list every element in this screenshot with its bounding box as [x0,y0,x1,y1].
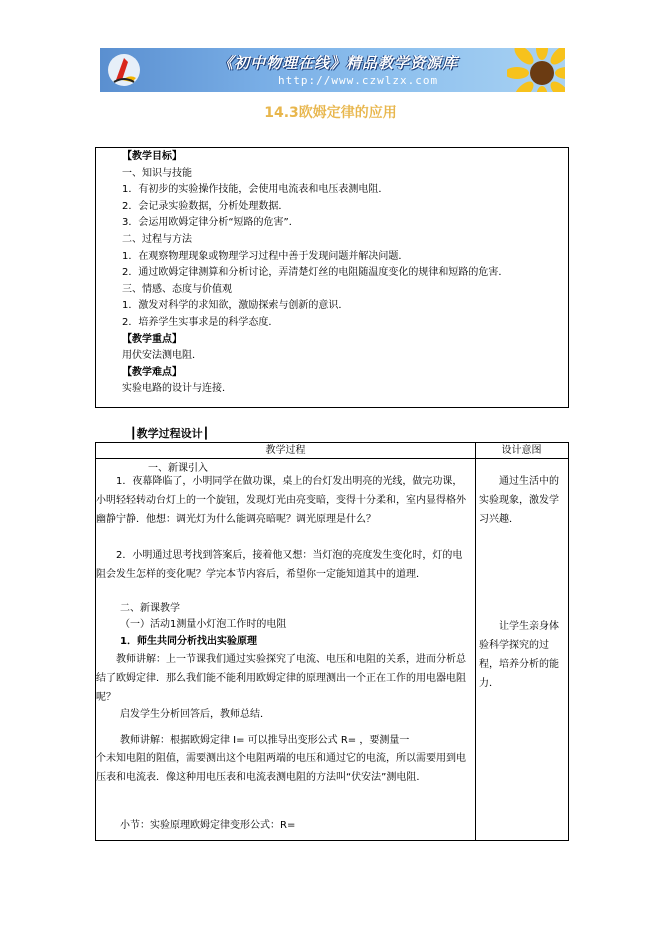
new-lesson-heading: 二、新课教学 [120,603,180,614]
logo-icon [106,52,142,88]
teacher-explanation-2b: 个未知电阻的阻值，需要测出这个电阻两端的电压和通过它的电流，所以需要用到电压表和电流表．像这种用电压表和电流表测电阻的方法叫“伏安法”测电阻． [96,753,466,783]
goal-line: 一、知识与技能 [122,167,192,179]
goal-line: 【教学重点】 [122,333,182,345]
goal-line: 2．会记录实验数据，分析处理数据． [122,200,289,212]
goal-line: 实验电路的设计与连接． [122,383,232,395]
teacher-explanation-2a: 教师讲解：根据欧姆定律 I= 可以推导出变形公式 R= ，要测量一 [120,735,410,746]
guide-students-text: 启发学生分析回答后，教师总结． [120,709,270,720]
goal-line: 用伏安法测电阻． [122,350,202,362]
activity-title: （一）活动1测量小灯泡工作时的电阻 [120,619,287,630]
goal-line: 【教学目标】 [122,151,182,162]
intent-note-1: 通过生活中的实验现象，激发学习兴趣． [479,476,559,525]
goal-line: 二、过程与方法 [122,234,192,245]
process-heading: ┃教学过程设计┃ [130,427,210,440]
col-header-process: 教学过程 [265,445,306,456]
goal-line: 【教学难点】 [122,366,182,378]
intro-heading: 一、新课引入 [148,463,208,474]
col-header-intent: 设计意图 [501,445,542,456]
step-1-title: 1．师生共同分析找出实验原理 [120,636,257,647]
sunflower-icon [507,48,565,92]
intro-paragraph-2: 2．小明通过思考找到答案后，接着他又想：当灯泡的亮度发生变化时，灯的电阻会发生怎样的变化呢？学完本节内容后，希望你一定能知道其中的道理． [96,550,463,580]
header-banner [100,48,565,92]
page-title: 14.3欧姆定律的应用 [264,105,397,121]
goal-line: 2．通过欧姆定律测算和分析讨论，弄清楚灯丝的电阻随温度变化的规律和短路的危害． [122,267,509,279]
goal-line: 1．激发对科学的求知欲，激励探索与创新的意识． [122,300,349,312]
banner-title: 《初中物理在线》精品教学资源库 [218,54,459,72]
intro-paragraph-1: 1．夜幕降临了，小明同学在做功课，桌上的台灯发出明亮的光线，做完功课，小明轻轻转动台灯上的一个旋钮，发现灯光由亮变暗，变得十分柔和，室内显得格外幽静宁静．他想：调光灯为什么能调亮暗呢？调光原理是什么？ [96,476,466,525]
goal-line: 三、情感、态度与价值观 [122,283,232,295]
goal-line: 2．培养学生实事求是的科学态度． [122,317,279,328]
summary-formula: 小节：实验原理欧姆定律变形公式：R= [120,820,296,831]
goal-line: 3．会运用欧姆定律分析“短路的危害”． [122,217,299,229]
intent-note-2: 让学生亲身体验科学探究的过程，培养分析的能力． [479,621,559,689]
goal-line: 1．有初步的实验操作技能，会使用电流表和电压表测电阻． [122,184,389,196]
banner-url: http://www.czwlzx.com [278,74,439,87]
teacher-explanation-1: 教师讲解：上一节课我们通过实验探究了电流、电压和电阻的关系，进而分析总结了欧姆定律．那么我们能不能利用欧姆定律的原理测出一个正在工作的用电器电阻呢？ [96,654,466,703]
goal-line: 1．在观察物理现象或物理学习过程中善于发现问题并解决问题． [122,250,409,262]
